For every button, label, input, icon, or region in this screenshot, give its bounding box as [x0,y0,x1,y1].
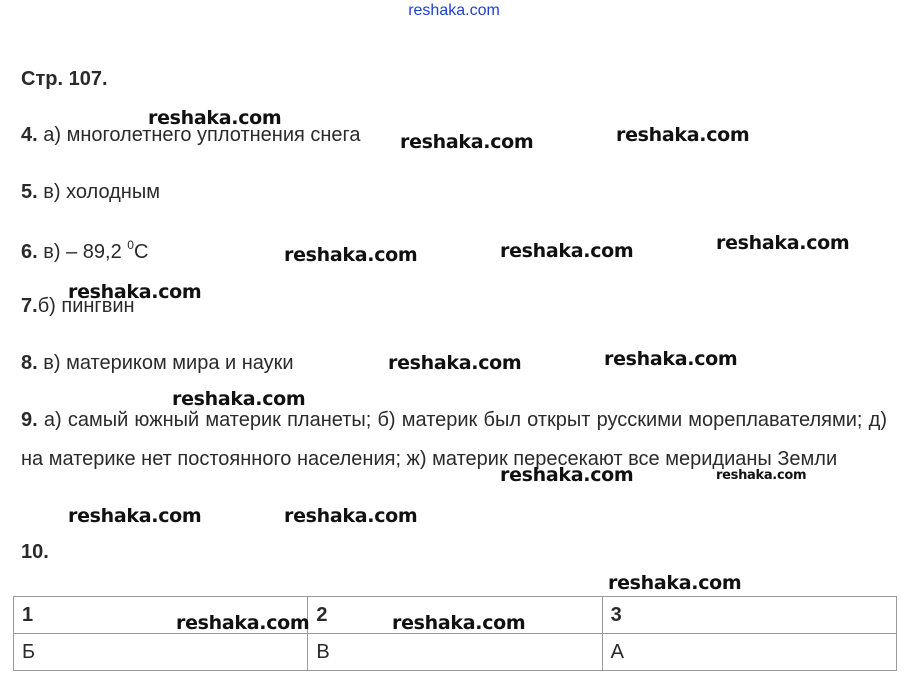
answer-number: 7. [21,295,38,317]
table-cell: Б [14,634,308,671]
table-header-cell: 3 [602,597,896,634]
answer-9 [21,401,887,478]
watermark: reshaka.com [176,612,310,634]
watermark: reshaka.com [392,612,526,634]
watermark: reshaka.com [172,388,306,410]
answer-8 [21,352,294,375]
watermark: reshaka.com [284,505,418,527]
unit-text: C [133,241,149,263]
answer-number: 9. [21,409,38,431]
answer-text: б) пингвин [37,295,135,317]
watermark: reshaka.com [604,348,738,370]
answer-number: 6. [21,241,38,263]
answer-number: 5. [21,181,38,203]
watermark: reshaka.com [500,240,634,262]
table-row [14,634,897,671]
watermark: reshaka.com [716,232,850,254]
watermark: reshaka.com [148,107,282,129]
watermark: reshaka.com [68,505,202,527]
degree-superscript: 0 [127,238,134,252]
answer-number: 8. [21,352,38,374]
page-heading: Стр. 107. [21,68,108,90]
watermark: reshaka.com [284,244,418,266]
site-watermark-link[interactable]: reshaka.com [408,2,500,19]
table-cell: А [602,634,896,671]
answer-6 [21,238,148,264]
watermark: reshaka.com [500,464,634,486]
watermark: reshaka.com [716,468,807,483]
watermark: reshaka.com [400,131,534,153]
table-header-cell: 2 [308,597,602,634]
watermark: reshaka.com [388,352,522,374]
watermark: reshaka.com [616,124,750,146]
answer-text: а) многолетнего уплотнения снега [43,124,361,146]
answer-text: в) – 89,2 [43,241,122,263]
answer-text: а) самый южный материк планеты; б) материк был открыт русскими мореплавателями; д) на материке нет постоянного населения; ж) материк пересекают все меридианы Земли [21,409,888,470]
watermark: reshaka.com [68,281,202,303]
table-header-cell: 1 [14,597,308,634]
table-cell: В [308,634,602,671]
answer-5 [21,181,160,204]
answer-text: в) холодным [43,181,160,203]
question-10-number: 10. [21,541,49,563]
answer-text: в) материком мира и науки [43,352,294,374]
watermark: reshaka.com [608,572,742,594]
answer-number: 4. [21,124,38,146]
